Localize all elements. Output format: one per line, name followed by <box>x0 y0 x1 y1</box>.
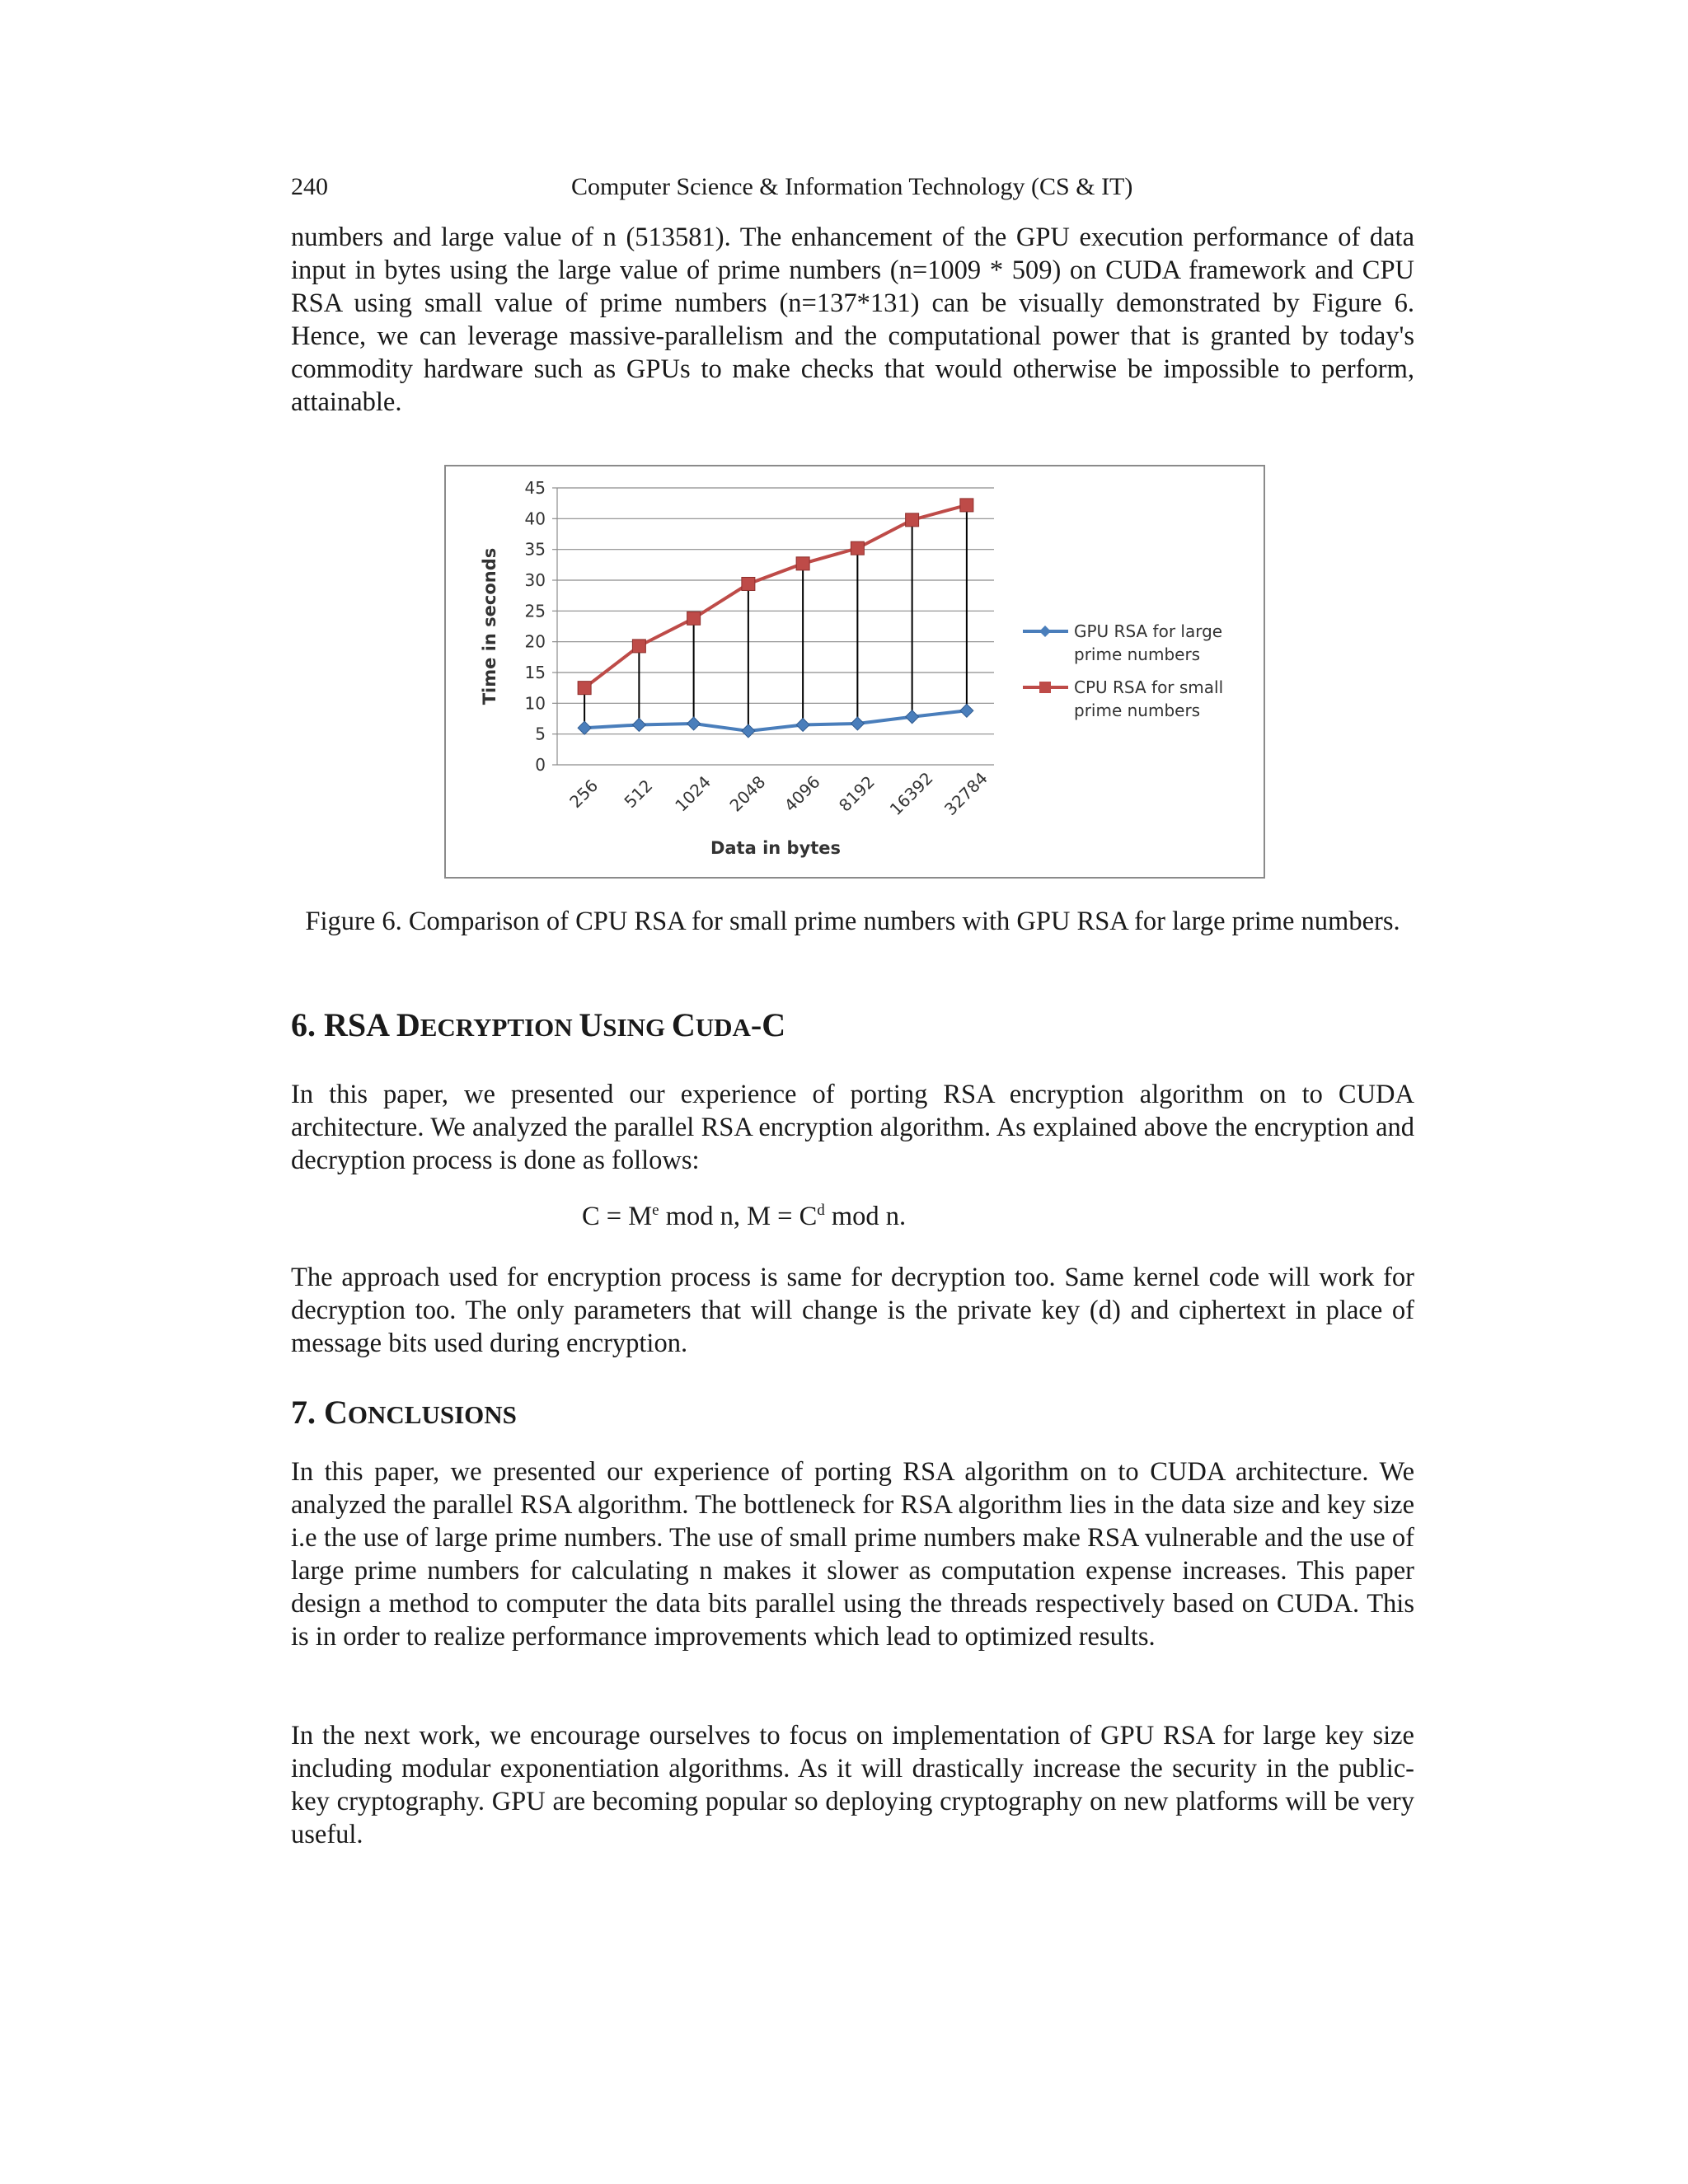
legend-marker-cpu <box>1039 682 1051 693</box>
y-tick-label: 10 <box>524 693 546 714</box>
x-tick-label: 512 <box>620 776 657 813</box>
cpu-data-point <box>578 682 591 695</box>
section-7-heading: 7. CONCLUSIONS <box>291 1394 517 1431</box>
series-line-cpu <box>584 505 967 688</box>
y-tick-label: 25 <box>524 601 546 621</box>
cpu-data-point <box>851 541 864 555</box>
y-tick-label: 30 <box>524 570 546 590</box>
gpu-data-point <box>742 724 755 738</box>
y-tick-label: 35 <box>524 539 546 560</box>
section-7-paragraph-1: In this paper, we presented our experience of porting RSA algorithm on to CUDA architecture. We analyzed the parallel RSA algorithm. The bottleneck for RSA algorithm lies in the data size and key size i.e the use of large prime numbers. The use of small prime numbers make RSA vulnerable and the use of large prime numbers for calculating n makes it slower as computation expense increases. This paper design a method to computer the data bits parallel using the threads respectively based on CUDA. This is in order to realize performance improvements which lead to optimized results. <box>291 1457 1414 1652</box>
y-tick-label: 15 <box>524 663 546 682</box>
journal-title: Computer Science & Information Technology (CS & IT) <box>571 173 1133 200</box>
gpu-data-point <box>687 717 701 730</box>
section-number: 6. <box>291 1006 324 1043</box>
y-tick-label: 5 <box>535 724 546 744</box>
gpu-data-point <box>906 710 919 724</box>
line-chart <box>446 466 1264 877</box>
y-tick-label: 40 <box>524 509 546 529</box>
gpu-data-point <box>851 717 864 730</box>
page <box>291 165 1414 1849</box>
section-6-heading: 6. RSA DECRYPTION USING CUDA-C <box>291 1006 786 1043</box>
gpu-data-point <box>632 718 645 731</box>
x-tick-label: 8192 <box>834 771 879 816</box>
legend-label: prime numbers <box>1074 701 1201 720</box>
section-7-paragraph-2: In the next work, we encourage ourselves to focus on implementation of GPU RSA for large key size including modular exponentiation algorithms. As it will drastically increase the security in the public-key cryptography. GPU are becoming popular so deploying cryptography on new platforms will be very useful. <box>291 1721 1414 1849</box>
y-tick-label: 45 <box>524 478 546 498</box>
x-tick-label: 1024 <box>671 771 715 816</box>
section-6-paragraph-2: The approach used for encryption process is same for decryption too. Same kernel code will work for decryption too. The only parameters that will change is the private key (d) and ciphertext in place of message bits used during encryption. <box>291 1263 1414 1358</box>
x-tick-label: 2048 <box>725 771 770 816</box>
page-header <box>291 165 1414 200</box>
figure-caption: Figure 6. Comparison of CPU RSA for small prime numbers with GPU RSA for large prime numbers. <box>305 907 1400 936</box>
cpu-data-point <box>906 513 919 527</box>
x-tick-label: 32784 <box>940 768 992 820</box>
cpu-data-point <box>742 577 755 590</box>
x-tick-label: 4096 <box>780 771 824 816</box>
cpu-data-point <box>632 640 645 653</box>
legend-marker-gpu <box>1039 626 1051 637</box>
x-tick-label: 16392 <box>885 768 937 820</box>
x-tick-label: 256 <box>565 776 603 813</box>
y-axis-label: Time in seconds <box>480 547 499 705</box>
figure-6 <box>444 465 1265 879</box>
gpu-data-point <box>578 721 591 734</box>
rsa-equation: $C = M^e$ mod n, $M = C^d$ mod n. <box>582 1202 907 1231</box>
intro-paragraph: numbers and large value of n (513581). The enhancement of the GPU execution performance of data input in bytes using the large value of prime numbers (n=1009 * 509) on CUDA framework and CPU RSA using small value of prime numbers (n=137*131) can be visually demonstrated by Figure 6. Hence, we can leverage massive-parallelism and the computational power that is granted by today's commodity hardware such as GPUs to make checks that would otherwise be impossible to perform, attainable. <box>291 223 1414 417</box>
gpu-data-point <box>960 704 973 717</box>
legend-label: CPU RSA for small <box>1074 677 1224 697</box>
cpu-data-point <box>796 557 809 570</box>
cpu-data-point <box>687 612 701 625</box>
section-6-paragraph-1: In this paper, we presented our experience of porting RSA encryption algorithm on to CUDA architecture. We analyzed the parallel RSA encryption algorithm. As explained above the encryption and decryption process is done as follows: <box>291 1080 1414 1175</box>
gpu-data-point <box>796 718 809 731</box>
y-tick-label: 20 <box>524 631 546 652</box>
legend-label: GPU RSA for large <box>1074 621 1223 641</box>
legend-label: prime numbers <box>1074 644 1201 664</box>
x-axis-label: Data in bytes <box>710 838 842 858</box>
y-tick-label: 0 <box>535 755 546 775</box>
page-number: 240 <box>291 173 328 200</box>
cpu-data-point <box>960 499 973 512</box>
